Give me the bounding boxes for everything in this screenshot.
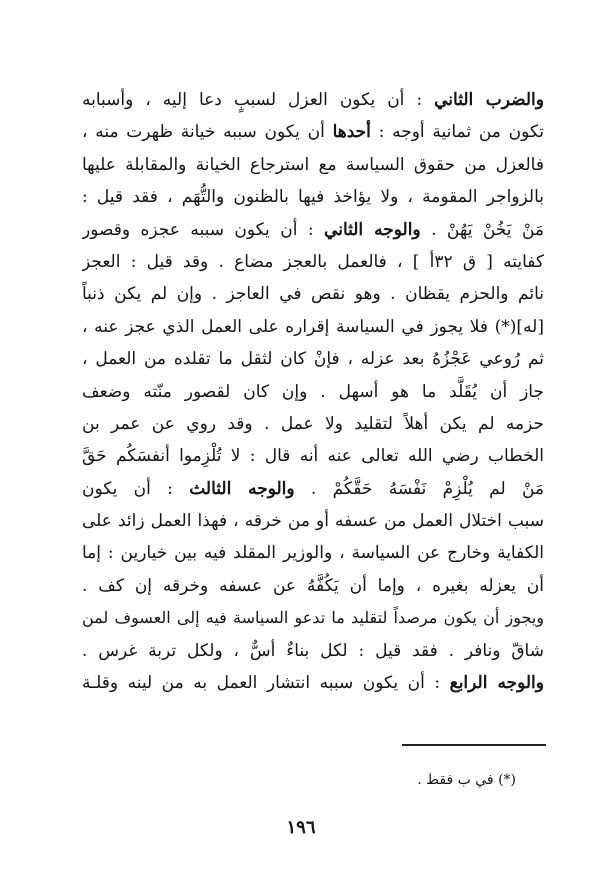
text-run: جاز أن يُقَلَّد ما هو أسهل . وإن كان لقصور منّته وضعف	[82, 381, 544, 402]
text-line	[82, 149, 544, 181]
text-line	[82, 667, 544, 699]
text-run: : أن يكون سببه عجزه وقصور	[82, 219, 325, 240]
text-line	[82, 537, 544, 569]
footnote-separator	[402, 744, 546, 746]
text-line	[82, 408, 544, 440]
text-line	[82, 116, 544, 148]
text-line	[82, 181, 544, 213]
footnote: (*) في ب فقط .	[417, 772, 516, 788]
section-heading: والوجه الثاني	[324, 219, 421, 240]
text-line	[82, 505, 544, 537]
text-line	[82, 84, 544, 116]
text-line	[82, 602, 544, 634]
section-heading: والوجه الثالث	[189, 478, 295, 499]
text-run: كفايته [ ق ٣٢أ ] ، فالعمل بالعجز مضاع . وقد قيل : العجز	[82, 251, 544, 272]
text-line	[82, 278, 544, 310]
text-run: أن يعزله بغيره ، وإما أن يَكُفَّهُ عن عسفه وخرقه إن كف .	[82, 575, 544, 596]
page-number: ١٩٦	[286, 817, 316, 838]
text-run: نائم والحزم يقظان . وهو نقص في العاجز . وإن لم يكن ذنباً	[82, 284, 544, 305]
text-run: مَنْ لم يُلْزِمْ نَفْسَهُ حَقَّكُمْ .	[294, 478, 544, 499]
text-run: الخطاب رضي الله تعالى عنه أنه قال : لا تُلْزِموا أنفسَكُم حَقَّ	[82, 446, 544, 467]
text-line	[82, 246, 544, 278]
text-line	[82, 311, 544, 343]
text-run: [له](*) فلا يجوز في السياسة إقراره على العمل الذي عجز عنه ،	[82, 316, 544, 337]
text-run: أن يكون سببه خيانة ظهرت منه ،	[82, 122, 333, 143]
section-heading: والوجه الرابع	[449, 673, 544, 694]
text-line	[82, 376, 544, 408]
text-line	[82, 473, 544, 505]
text-run: حزمه لم يكن أهلاً لتقليد ولا عمل . وقد روي عن عمر بن	[82, 413, 544, 434]
text-run: بالزواجر المقومة ، ولا يؤاخذ فيها بالظنون والتُّهَم ، فقد قيل :	[82, 187, 544, 208]
text-run: : أن يكون العزل لسببٍ دعا إليه ، وأسبابه	[82, 90, 435, 110]
text-run: شاقّ ونافر . فقد قيل : لكل بناءٌ أسٌّ ، ولكل تربة غرس .	[82, 640, 544, 661]
text-line	[82, 440, 544, 472]
text-run: الكفاية وخارج عن السياسة ، والوزير المقلد فيه بين خيارين : إما	[82, 543, 544, 564]
text-line	[82, 214, 544, 246]
text-run: سبب اختلال العمل من عسفه أو من خرقه ، فهذا العمل زائد على	[82, 511, 544, 532]
text-run: مَنْ يَخُنْ يَهُنْ .	[420, 219, 544, 240]
text-run: ثم رُوعي عَجْزُهُ بعد عزله ، فإنْ كان لثقل ما تقلده من العمل ،	[82, 349, 544, 370]
text-line	[82, 570, 544, 602]
body-text	[82, 84, 544, 699]
text-run: : أن يكون	[82, 478, 190, 499]
text-line	[82, 343, 544, 375]
text-run: فالعزل من حقوق السياسة مع استرجاع الخيانة والمقابلة عليها	[82, 154, 544, 175]
text-run: تكون من ثمانية أوجه :	[370, 122, 544, 143]
section-heading: أحدها	[332, 122, 371, 143]
text-line	[82, 635, 544, 667]
text-run: : أن يكون سببه انتشار العمل به من لينه وقلـة	[82, 673, 450, 694]
text-run: ويجوز أن يكون مرصداً لتقليد ما تدعو السياسة فيه إلى العسوف لمن	[82, 608, 544, 628]
section-heading: والضرب الثاني	[434, 90, 544, 110]
